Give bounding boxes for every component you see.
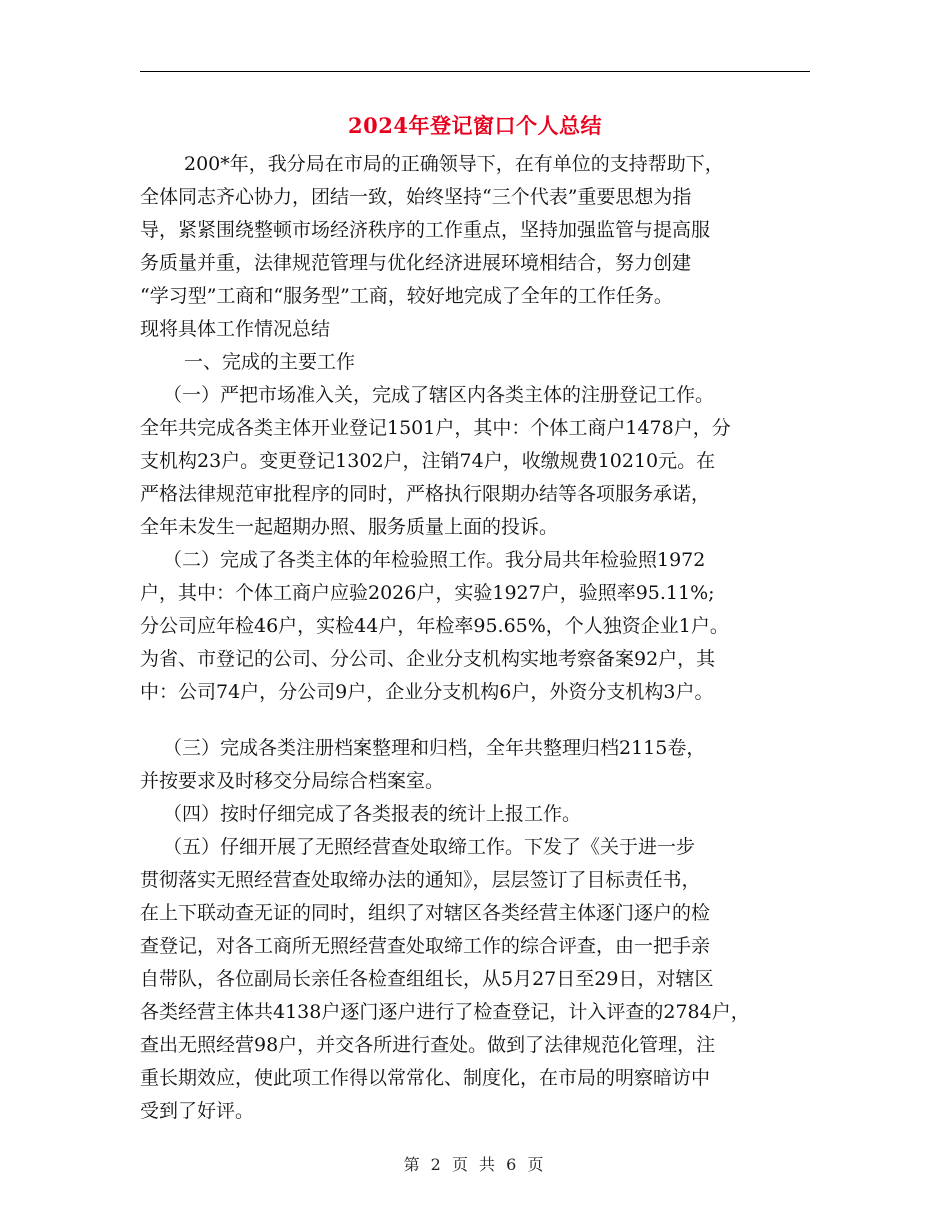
body-line: 查出无照经营98户，并交各所进行查处。做到了法律规范化管理，注 (140, 1034, 716, 1056)
body-line: 严格法律规范审批程序的同时，严格执行限期办结等各项服务承诺， (140, 483, 711, 505)
body-line: “学习型”工商和“服务型”工商，较好地完成了全年的工作任务。 (140, 285, 673, 307)
body-line: 全体同志齐心协力，团结一致，始终坚持“三个代表”重要思想为指 (140, 186, 692, 208)
body-line: 全年未发生一起超期办照、服务质量上面的投诉。 (140, 516, 559, 538)
body-line: 并按要求及时移交分局综合档案室。 (140, 770, 445, 792)
body-line: 查登记，对各工商所无照经营查处取缔工作的综合评查，由一把手亲 (140, 935, 711, 957)
body-line: 为省、市登记的公司、分公司、企业分支机构实地考察备案92户，其 (140, 648, 716, 670)
body-line: 户，其中：个体工商户应验2026户，实验1927户，验照率95.11%; (140, 582, 715, 604)
body-line: （一）严把市场准入关，完成了辖区内各类主体的注册登记工作。 (163, 384, 715, 406)
body-line: 现将具体工作情况总结 (140, 318, 331, 340)
page-number-footer: 第 2 页 共 6 页 (403, 1155, 547, 1174)
body-line: （五）仔细开展了无照经营查处取缔工作。下发了《关于进一步 (163, 836, 696, 858)
body-line: （三）完成各类注册档案整理和归档，全年共整理归档2115卷， (163, 737, 706, 759)
body-line: 分公司应年检46户，实检44户，年检率95.65%，个人独资企业1户。 (140, 615, 729, 637)
body-line: 自带队，各位副局长亲任各检查组组长，从5月27日至29日，对辖区 (140, 968, 714, 990)
body-line: 200*年，我分局在市局的正确领导下，在有单位的支持帮助下， (184, 153, 724, 175)
body-line: （二）完成了各类主体的年检验照工作。我分局共年检验照1972 (163, 549, 706, 571)
body-line: 导，紧紧围绕整顿市场经济秩序的工作重点，坚持加强监管与提高服 (140, 219, 711, 241)
body-line: 贯彻落实无照经营查处取缔办法的通知》，层层签订了目标责任书， (140, 869, 701, 891)
body-line: 中：公司74户，分公司9户，企业分支机构6户，外资分支机构3户。 (140, 681, 714, 703)
body-line: 在上下联动查无证的同时，组织了对辖区各类经营主体逐门逐户的检 (140, 902, 711, 924)
body-line: 各类经营主体共4138户逐门逐户进行了检查登记，计入评查的2784户， (140, 1001, 750, 1023)
body-line: （四）按时仔细完成了各类报表的统计上报工作。 (163, 803, 582, 825)
body-line: 务质量并重，法律规范管理与优化经济进展环境相结合，努力创建 (140, 252, 692, 274)
body-line: 全年共完成各类主体开业登记1501户，其中：个体工商户1478户，分 (140, 417, 731, 439)
document-title: 2024年登记窗口个人总结 (348, 113, 602, 138)
body-line: 受到了好评。 (140, 1100, 255, 1122)
body-line: 重长期效应，使此项工作得以常常化、制度化，在市局的明察暗访中 (140, 1067, 711, 1089)
section-heading: 一、完成的主要工作 (184, 351, 356, 373)
header-rule (140, 71, 810, 72)
body-line: 支机构23户。变更登记1302户，注销74户，收缴规费10210元。在 (140, 450, 716, 472)
